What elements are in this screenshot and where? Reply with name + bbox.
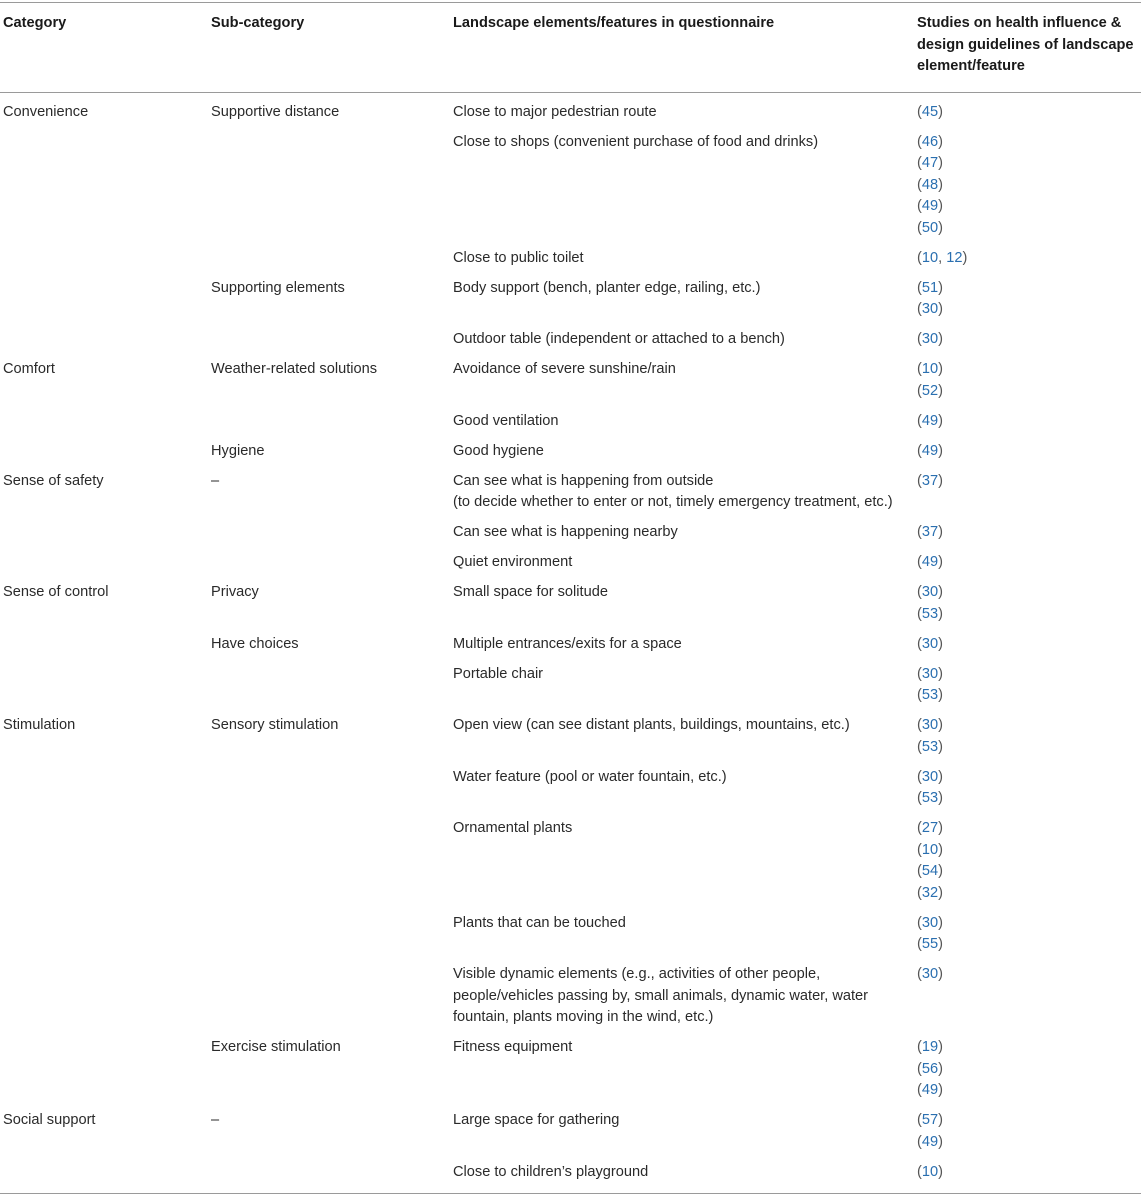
table-row [0, 1106, 1141, 1158]
cell-subcategory [208, 909, 450, 961]
cell-subcategory [208, 407, 450, 437]
cell-feature: Can see what is happening from outside (to decide whether to enter or not, timely emergency treatment, etc.) [453, 472, 893, 510]
cell-feature: Can see what is happening nearby [453, 524, 678, 540]
cell-feature: Outdoor table (independent or attached to a bench) [453, 331, 785, 347]
cell-feature: Ornamental plants [453, 820, 573, 836]
cell-feature: Plants that can be touched [453, 914, 626, 931]
reference-link[interactable]: 50 [921, 219, 939, 236]
reference-line: (55) [917, 936, 943, 952]
reference-line: (53) [917, 687, 943, 703]
table-row [0, 93, 1141, 128]
table-row [0, 274, 1141, 326]
cell-subcategory [208, 763, 450, 815]
cell-subcategory: Sensory stimulation [211, 717, 339, 733]
reference-link[interactable]: 30 [921, 717, 939, 733]
cell-references [914, 274, 1141, 326]
table-row [0, 548, 1141, 578]
reference-link[interactable]: 51 [921, 279, 939, 296]
cell-category [0, 548, 208, 578]
table-row [0, 711, 1141, 763]
reference-line: (30) [917, 768, 943, 785]
table-body-wrap [0, 93, 1141, 1194]
reference-link[interactable]: 30 [921, 635, 939, 652]
table-row [0, 407, 1141, 437]
reference-link[interactable]: 47 [921, 155, 939, 171]
cell-category [0, 325, 208, 355]
reference-line: (10) [917, 361, 943, 377]
reference-line: (57) [917, 1112, 943, 1128]
table-row [0, 814, 1141, 909]
cell-subcategory: Supportive distance [211, 103, 340, 120]
cell-subcategory [208, 325, 450, 355]
reference-line: (49) [917, 1133, 943, 1150]
reference-link[interactable]: 49 [921, 442, 939, 459]
reference-link[interactable]: 27 [921, 820, 939, 836]
cell-references [914, 244, 1141, 274]
table-row [0, 518, 1141, 548]
reference-link[interactable]: 49 [921, 1133, 939, 1150]
reference-link[interactable]: 10 [921, 361, 939, 377]
reference-line: (48) [917, 176, 943, 193]
cell-category [0, 660, 208, 712]
reference-link[interactable]: 53 [921, 687, 939, 703]
reference-line: (30) [917, 584, 943, 600]
cell-references [914, 1033, 1141, 1106]
cell-references [914, 407, 1141, 437]
cell-feature: Fitness equipment [453, 1039, 573, 1055]
cell-references [914, 909, 1141, 961]
reference-link[interactable]: 49 [921, 554, 939, 570]
cell-feature: Water feature (pool or water fountain, etc.) [453, 768, 727, 785]
cell-category [0, 128, 208, 244]
cell-subcategory [208, 548, 450, 578]
cell-feature: Visible dynamic elements (e.g., activities of other people, people/vehicles passing by, small animals, dynamic water, water fountain, plants moving in the wind, etc.) [453, 966, 869, 1025]
reference-link[interactable]: 10 [921, 1163, 939, 1180]
cell-category [0, 1033, 208, 1106]
cell-references [914, 630, 1141, 660]
cell-feature: Good ventilation [453, 412, 559, 429]
reference-link[interactable]: 53 [921, 605, 939, 622]
cell-references [914, 355, 1141, 407]
table-row [0, 1033, 1141, 1106]
reference-link[interactable]: 12 [946, 249, 963, 266]
reference-line: (45) [917, 103, 943, 120]
table-row [0, 355, 1141, 407]
reference-line: (46) [917, 133, 943, 150]
cell-subcategory: Exercise stimulation [211, 1039, 341, 1055]
reference-line: (47) [917, 155, 943, 171]
reference-link[interactable]: 10 [921, 249, 939, 266]
reference-link[interactable]: 19 [921, 1039, 939, 1055]
reference-link[interactable]: 49 [921, 198, 939, 214]
cell-category [0, 1158, 208, 1194]
cell-feature: Portable chair [453, 665, 544, 682]
cell-feature: Body support (bench, planter edge, railing, etc.) [453, 279, 761, 296]
reference-line: (30) [917, 914, 943, 931]
cell-category [0, 274, 208, 326]
table-row [0, 128, 1141, 244]
reference-line: (53) [917, 605, 943, 622]
reference-link[interactable]: 57 [921, 1112, 939, 1128]
reference-link[interactable]: 49 [921, 412, 939, 429]
cell-category [0, 630, 208, 660]
cell-feature: Close to major pedestrian route [453, 103, 657, 120]
reference-line: (49) [917, 1082, 943, 1098]
reference-line: (10, 12) [917, 249, 968, 266]
table-body [0, 93, 1141, 1194]
cell-feature: Avoidance of severe sunshine/rain [453, 361, 676, 377]
cell-subcategory [208, 660, 450, 712]
table-row [0, 437, 1141, 467]
table-row [0, 244, 1141, 274]
cell-subcategory [208, 518, 450, 548]
reference-line: (37) [917, 524, 943, 540]
table-row [0, 467, 1141, 519]
reference-line: (54) [917, 863, 943, 879]
cell-category [0, 244, 208, 274]
cell-feature: Small space for solitude [453, 584, 608, 600]
reference-link[interactable]: 52 [921, 382, 939, 399]
reference-link[interactable]: 30 [921, 914, 939, 931]
cell-references [914, 711, 1141, 763]
cell-references [914, 548, 1141, 578]
reference-line: (32) [917, 884, 943, 901]
reference-line: (37) [917, 472, 943, 489]
cell-references [914, 467, 1141, 519]
data-table [0, 2, 1141, 1194]
cell-feature: Close to shops (convenient purchase of food and drinks) [453, 133, 819, 150]
cell-references [914, 325, 1141, 355]
cell-category [0, 437, 208, 467]
reference-line: (27) [917, 820, 943, 836]
table-row [0, 763, 1141, 815]
cell-category [0, 909, 208, 961]
cell-feature: Large space for gathering [453, 1112, 620, 1128]
cell-category: Sense of safety [3, 472, 104, 489]
header-row [0, 3, 1141, 92]
table-row [0, 909, 1141, 961]
cell-references [914, 93, 1141, 128]
cell-subcategory: Supporting elements [211, 279, 345, 296]
reference-line: (51) [917, 279, 943, 296]
reference-link[interactable]: 53 [921, 790, 939, 806]
reference-line: (10) [917, 841, 943, 858]
reference-link[interactable]: 30 [921, 331, 939, 347]
reference-link[interactable]: 30 [921, 665, 939, 682]
reference-line: (49) [917, 554, 943, 570]
cell-references [914, 814, 1141, 909]
reference-line: (19) [917, 1039, 943, 1055]
reference-line: (50) [917, 219, 943, 236]
cell-subcategory [208, 128, 450, 244]
cell-subcategory: – [211, 1112, 220, 1128]
cell-subcategory [208, 244, 450, 274]
cell-category [0, 960, 208, 1033]
reference-link[interactable]: 45 [921, 103, 939, 120]
reference-line: (30) [917, 301, 943, 317]
cell-references [914, 1106, 1141, 1158]
cell-references [914, 1158, 1141, 1194]
cell-references [914, 518, 1141, 548]
header-category: Category [3, 15, 67, 31]
table-row [0, 578, 1141, 630]
cell-category [0, 518, 208, 548]
reference-link[interactable]: 53 [921, 738, 939, 755]
reference-link[interactable]: 48 [921, 176, 939, 193]
cell-subcategory: – [211, 472, 220, 489]
table-row [0, 960, 1141, 1033]
cell-feature: Close to children’s playground [453, 1163, 649, 1180]
cell-feature: Close to public toilet [453, 249, 584, 266]
reference-line: (30) [917, 331, 943, 347]
cell-subcategory [208, 814, 450, 909]
reference-line: (53) [917, 790, 943, 806]
cell-category: Sense of control [3, 584, 109, 600]
table-row [0, 1158, 1141, 1194]
cell-references [914, 578, 1141, 630]
reference-link[interactable]: 30 [921, 301, 939, 317]
cell-subcategory: Hygiene [211, 442, 265, 459]
cell-subcategory: Privacy [211, 584, 259, 600]
reference-link[interactable]: 10 [921, 841, 939, 858]
reference-line: (53) [917, 738, 943, 755]
reference-line: (30) [917, 635, 943, 652]
cell-subcategory: Weather-related solutions [211, 361, 378, 377]
cell-references [914, 960, 1141, 1033]
table-row [0, 630, 1141, 660]
reference-line: (49) [917, 412, 943, 429]
cell-subcategory [208, 1158, 450, 1194]
cell-references [914, 437, 1141, 467]
reference-link[interactable]: 55 [921, 936, 939, 952]
reference-line: (30) [917, 665, 943, 682]
reference-link[interactable]: 30 [921, 966, 939, 982]
header-landscape-elements: Landscape elements/features in questionnaire [453, 15, 775, 31]
header-subcategory: Sub-category [211, 15, 305, 31]
reference-link[interactable]: 46 [921, 133, 939, 150]
table-row [0, 660, 1141, 712]
cell-subcategory [208, 960, 450, 1033]
header-studies: Studies on health influence & design guidelines of landscape element/feature [917, 15, 1134, 74]
cell-feature: Good hygiene [453, 442, 544, 459]
reference-link[interactable]: 37 [921, 472, 939, 489]
reference-link[interactable]: 56 [921, 1060, 939, 1077]
reference-link[interactable]: 30 [921, 584, 939, 600]
reference-link[interactable]: 54 [921, 863, 939, 879]
reference-link[interactable]: 30 [921, 768, 939, 785]
reference-line: (30) [917, 966, 943, 982]
table [0, 3, 1141, 92]
cell-feature: Quiet environment [453, 554, 573, 570]
reference-link[interactable]: 32 [921, 884, 939, 901]
reference-line: (10) [917, 1163, 943, 1180]
cell-feature: Multiple entrances/exits for a space [453, 635, 682, 652]
reference-line: (49) [917, 198, 943, 214]
cell-references [914, 763, 1141, 815]
cell-category: Social support [3, 1112, 96, 1128]
reference-line: (52) [917, 382, 943, 399]
cell-subcategory: Have choices [211, 635, 299, 652]
cell-category: Stimulation [3, 717, 76, 733]
cell-category [0, 407, 208, 437]
reference-link[interactable]: 49 [921, 1082, 939, 1098]
table-row [0, 325, 1141, 355]
cell-category [0, 763, 208, 815]
table-header [0, 3, 1141, 92]
cell-category: Comfort [3, 361, 55, 377]
cell-references [914, 660, 1141, 712]
reference-line: (30) [917, 717, 943, 733]
cell-references [914, 128, 1141, 244]
cell-category [0, 814, 208, 909]
reference-line: (56) [917, 1060, 943, 1077]
reference-line: (49) [917, 442, 943, 459]
reference-link[interactable]: 37 [921, 524, 939, 540]
cell-category: Convenience [3, 103, 89, 120]
cell-feature: Open view (can see distant plants, buildings, mountains, etc.) [453, 717, 850, 733]
